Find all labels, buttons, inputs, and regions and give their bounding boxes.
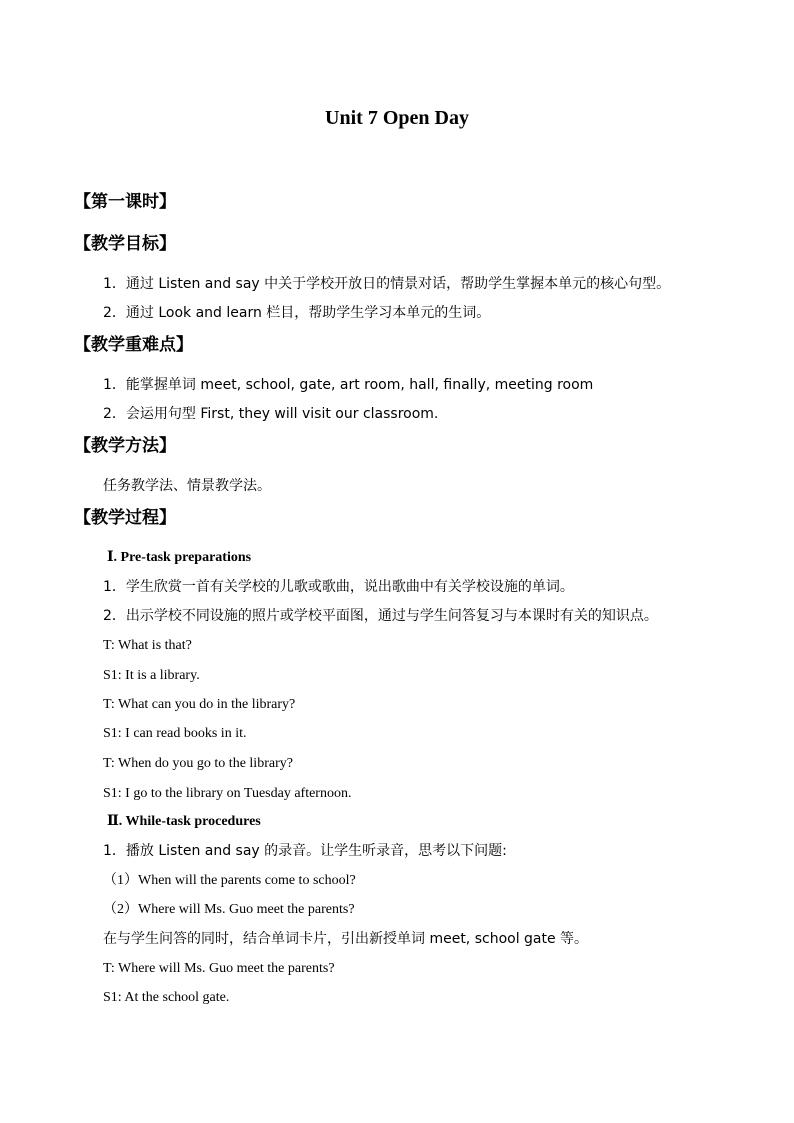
lesson-heading: 【第一课时】 <box>74 192 176 212</box>
section-2-item-1: 1．播放 Listen and say 的录音。让学生听录音，思考以下问题: <box>103 843 507 859</box>
dialogue-line: T: What is that? <box>103 638 192 653</box>
key-point-item-1: 1．能掌握单词 meet, school, gate, art room, hall, finally, meeting room <box>103 377 594 393</box>
dialogue-line: S1: It is a library. <box>103 668 200 683</box>
dialogue-line: S1: At the school gate. <box>103 990 230 1005</box>
section-2-title: Ⅱ. While-task procedures <box>107 814 261 829</box>
key-points-heading: 【教学重难点】 <box>74 335 193 355</box>
goal-item-1: 1．通过 Listen and say 中关于学校开放日的情景对话，帮助学生掌握本单元的核心句型。 <box>103 276 671 292</box>
dialogue-line: S1: I go to the library on Tuesday afternoon. <box>103 786 352 801</box>
process-heading: 【教学过程】 <box>74 508 176 528</box>
dialogue-line: S1: I can read books in it. <box>103 726 247 741</box>
methods-heading: 【教学方法】 <box>74 436 176 456</box>
section-1-item-1: 1．学生欣赏一首有关学校的儿歌或歌曲，说出歌曲中有关学校设施的单词。 <box>103 579 574 595</box>
section-1-item-2: 2．出示学校不同设施的照片或学校平面图，通过与学生问答复习与本课时有关的知识点。 <box>103 608 658 624</box>
dialogue-line: T: Where will Ms. Guo meet the parents? <box>103 961 335 976</box>
question-item-1: （1）When will the parents come to school? <box>103 873 356 888</box>
dialogue-line: T: What can you do in the library? <box>103 697 296 712</box>
section-2-item-2: 在与学生问答的同时，结合单词卡片，引出新授单词 meet, school gate 等。 <box>103 931 589 947</box>
key-point-item-2: 2．会运用句型 First, they will visit our classroom. <box>103 406 439 422</box>
goal-item-2: 2．通过 Look and learn 栏目，帮助学生学习本单元的生词。 <box>103 305 491 321</box>
document-title: Unit 7 Open Day <box>325 107 469 129</box>
question-item-2: （2）Where will Ms. Guo meet the parents? <box>103 902 355 917</box>
section-1-title: Ⅰ. Pre-task preparations <box>107 550 252 565</box>
methods-text: 任务教学法、情景教学法。 <box>103 478 271 494</box>
dialogue-line: T: When do you go to the library? <box>103 756 293 771</box>
goals-heading: 【教学目标】 <box>74 234 176 254</box>
